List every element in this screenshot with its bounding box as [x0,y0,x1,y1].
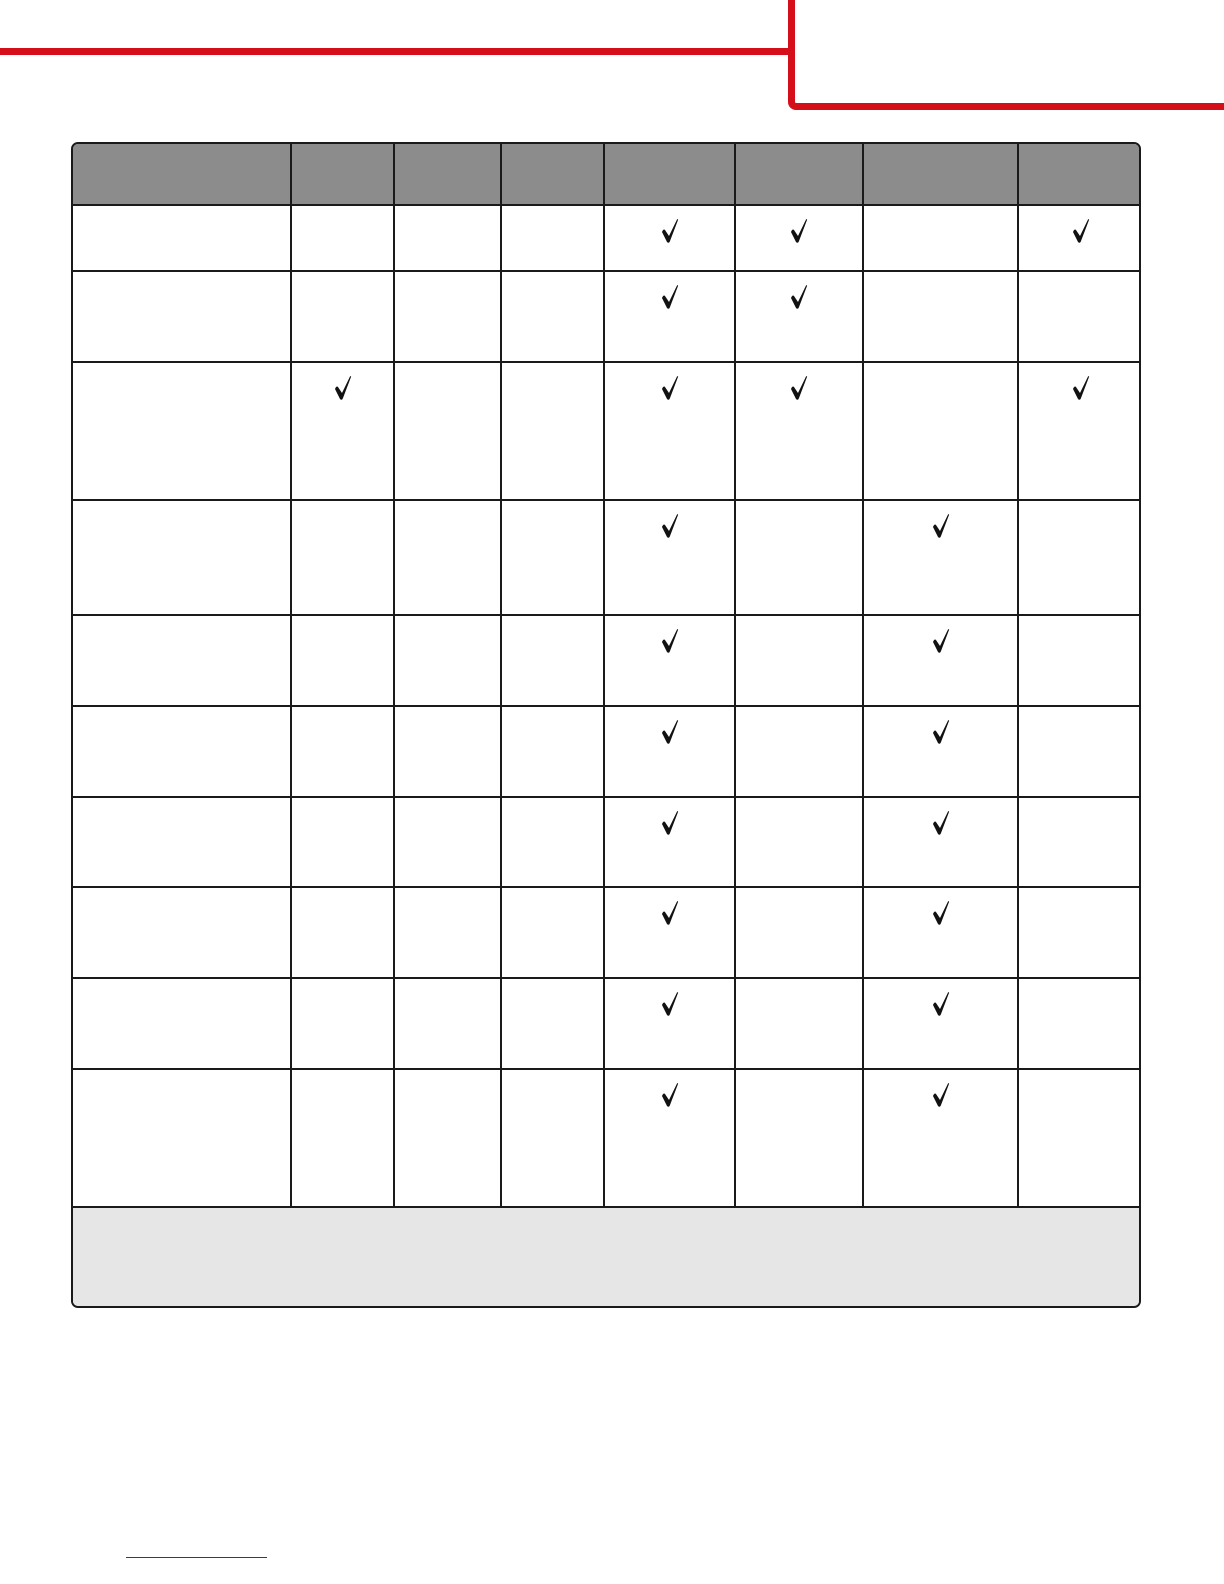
row-label-cell [73,887,291,978]
row-label-cell [73,978,291,1069]
table-footnote-cell [73,1207,1141,1308]
table-cell [735,887,863,978]
table-cell [501,362,604,500]
check-icon [660,375,680,401]
check-icon [660,719,680,745]
table-cell [863,887,1018,978]
table-header-row [73,144,1141,205]
table-cell [291,887,394,978]
header-red-rule [0,48,790,55]
table-row [73,1069,1141,1207]
table-cell [291,1069,394,1207]
table-cell [501,706,604,797]
table-row [73,797,1141,887]
header-cell [1018,144,1141,205]
check-icon [789,284,809,310]
table-cell [1018,978,1141,1069]
table-cell [604,205,735,271]
table-cell [501,615,604,706]
header-cell [863,144,1018,205]
table-cell [291,500,394,615]
table-cell [863,500,1018,615]
table-cell [1018,887,1141,978]
table-cell [604,500,735,615]
table-row [73,978,1141,1069]
check-icon [789,375,809,401]
table-cell [735,978,863,1069]
check-icon [1071,218,1091,244]
table-cell [604,615,735,706]
table-cell [735,706,863,797]
compatibility-table [71,142,1141,1308]
table-cell [291,797,394,887]
check-icon [931,628,951,654]
header-cell [394,144,501,205]
table-cell [394,615,501,706]
table-cell [863,271,1018,362]
table-cell [291,978,394,1069]
table-cell [394,362,501,500]
table-cell [1018,1069,1141,1207]
table-cell [291,271,394,362]
table-cell [1018,615,1141,706]
table-footer-row [73,1207,1141,1308]
table-cell [604,1069,735,1207]
check-icon [931,991,951,1017]
table-cell [394,205,501,271]
table-cell [291,205,394,271]
table-cell [501,500,604,615]
row-label-cell [73,797,291,887]
table-cell [735,797,863,887]
table-cell [735,271,863,362]
check-icon [931,1082,951,1108]
header-cell [735,144,863,205]
table-cell [604,362,735,500]
header-cell [501,144,604,205]
table-cell [291,706,394,797]
table-cell [604,271,735,362]
table-cell [863,706,1018,797]
table-cell [1018,500,1141,615]
table-cell [735,1069,863,1207]
table-cell [863,615,1018,706]
table-row [73,500,1141,615]
header-cell [604,144,735,205]
table-cell [1018,706,1141,797]
table-cell [604,797,735,887]
check-icon [660,284,680,310]
table-cell [604,706,735,797]
check-icon [660,513,680,539]
check-icon [660,1082,680,1108]
check-icon [931,900,951,926]
table-row [73,615,1141,706]
row-label-cell [73,271,291,362]
table-cell [394,1069,501,1207]
table-cell [394,271,501,362]
check-icon [660,810,680,836]
table-row [73,887,1141,978]
check-icon [931,719,951,745]
table-cell [735,500,863,615]
table-cell [291,615,394,706]
table-cell [863,205,1018,271]
table-row [73,205,1141,271]
check-icon [789,218,809,244]
table-cell [501,205,604,271]
table-cell [291,362,394,500]
table-cell [863,1069,1018,1207]
table-cell [501,978,604,1069]
compatibility-grid [73,144,1141,1308]
check-icon [1071,375,1091,401]
row-label-cell [73,362,291,500]
check-icon [660,218,680,244]
table-cell [1018,205,1141,271]
table-cell [1018,797,1141,887]
table-cell [604,887,735,978]
table-cell [863,797,1018,887]
row-label-cell [73,500,291,615]
footer-link-underline[interactable] [126,1557,267,1558]
table-cell [1018,362,1141,500]
table-cell [604,978,735,1069]
table-cell [735,615,863,706]
header-red-tab [788,0,1224,110]
table-row [73,706,1141,797]
table-cell [863,978,1018,1069]
table-cell [863,362,1018,500]
check-icon [931,513,951,539]
header-cell [291,144,394,205]
table-cell [1018,271,1141,362]
check-icon [333,375,353,401]
row-label-cell [73,615,291,706]
check-icon [931,810,951,836]
check-icon [660,991,680,1017]
table-cell [735,205,863,271]
table-cell [501,1069,604,1207]
table-cell [394,887,501,978]
check-icon [660,628,680,654]
table-cell [394,706,501,797]
table-cell [394,797,501,887]
table-row [73,362,1141,500]
header-cell [73,144,291,205]
table-cell [394,978,501,1069]
table-cell [501,887,604,978]
table-cell [394,500,501,615]
table-cell [501,797,604,887]
table-row [73,271,1141,362]
row-label-cell [73,1069,291,1207]
row-label-cell [73,205,291,271]
table-cell [501,271,604,362]
check-icon [660,900,680,926]
table-cell [735,362,863,500]
row-label-cell [73,706,291,797]
